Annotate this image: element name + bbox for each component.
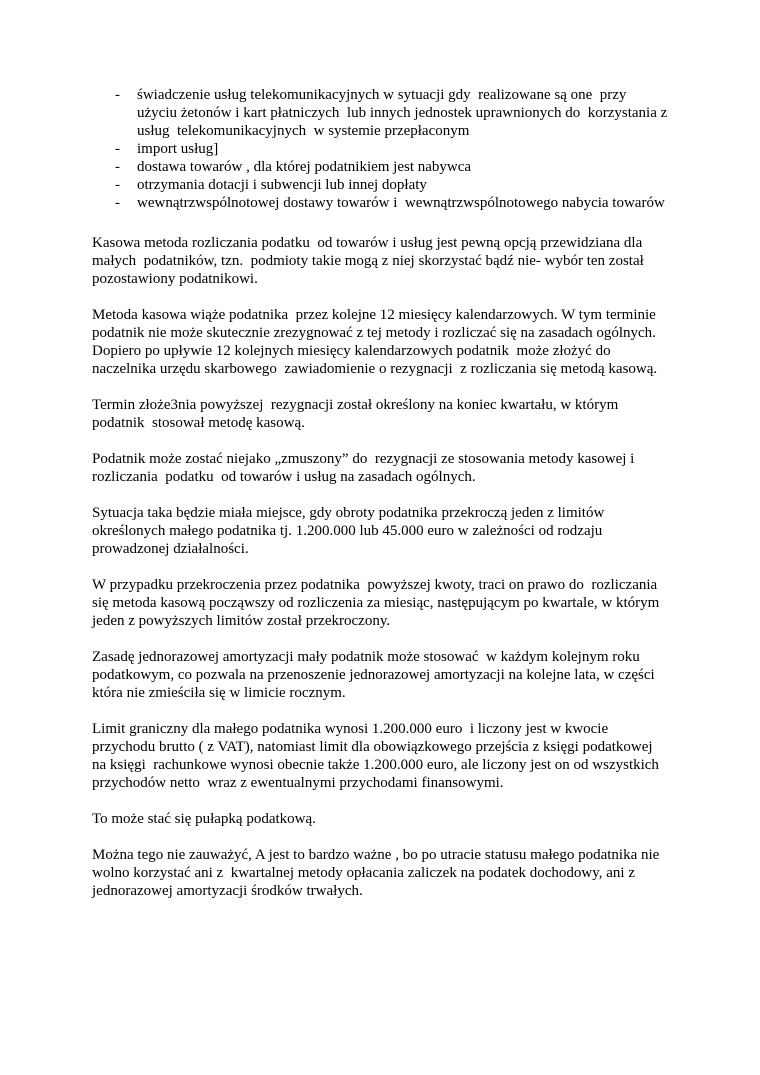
list-item: - otrzymania dotacji i subwencji lub innej dopłaty (137, 176, 670, 194)
paragraph: Kasowa metoda rozliczania podatku od towarów i usług jest pewną opcją przewidziana dla małych podatników, tzn. podmioty takie mogą z niej skorzystać bądź nie- wybór ten został pozostawiony podatnikowi. (92, 235, 648, 287)
paragraph: Termin złoże3nia powyższej rezygnacji został określony na koniec kwartału, w którym podatnik stosował metodę kasową. (92, 397, 623, 431)
paragraph: Podatnik może zostać niejako „zmuszony” do rezygnacji ze stosowania metody kasowej i rozliczania podatku od towarów i usług na zasadach ogólnych. (92, 451, 639, 485)
list-item: - wewnątrzwspólnotowej dostawy towarów i wewnątrzwspólnotowego nabycia towarów (137, 194, 670, 212)
paragraph: Sytuacja taka będzie miała miejsce, gdy obroty podatnika przekroczą jeden z limitów określonych małego podatnika tj. 1.200.000 lub 45.000 euro w zależności od rodzaju prowadzonej działalności. (92, 505, 609, 557)
paragraph: Limit graniczny dla małego podatnika wynosi 1.200.000 euro i liczony jest w kwocie przychodu brutto ( z VAT), natomiast limit dla obowiązkowego przejścia z księgi podatkowej na księgi rachunkowe wynosi obecnie także 1.200.000 euro, ale liczony jest on od wszystkich przychodów netto wraz z ewentualnymi przychodami finansowymi. (92, 721, 663, 791)
list-item: - świadczenie usług telekomunikacyjnych w sytuacji gdy realizowane są one przy użyciu żetonów i kart płatniczych lub innych jednostek uprawnionych do korzystania z usług telekomunikacyjnych w systemie przepłaconym (137, 86, 670, 140)
paragraph: Można tego nie zauważyć, A jest to bardzo ważne , bo po utracie statusu małego podatnika nie wolno korzystać ani z kwartalnej metody opłacania zaliczek na podatek dochodowy, ani z jednorazowej amortyzacji środków trwałych. (92, 847, 664, 899)
paragraph: Zasadę jednorazowej amortyzacji mały podatnik może stosować w każdym kolejnym roku podatkowym, co pozwala na przenoszenie jednorazowej amortyzacji na kolejne lata, w części która nie zmieściła się w limicie rocznym. (92, 649, 659, 701)
paragraph: To może stać się pułapką podatkową. (92, 811, 316, 827)
list-item: - import usług] (137, 140, 670, 158)
list-item: - dostawa towarów , dla której podatnikiem jest nabywca (137, 158, 670, 176)
document-content (92, 86, 670, 900)
paragraph: W przypadku przekroczenia przez podatnika powyższej kwoty, traci on prawo do rozliczania się metoda kasową począwszy od rozliczenia za miesiąc, następującym po kwartale, w którym jeden z powyższych limitów został przekroczony. (92, 577, 664, 629)
dash-bullet-list (92, 86, 670, 212)
paragraph: Metoda kasowa wiąże podatnika przez kolejne 12 miesięcy kalendarzowych. W tym terminie podatnik nie może skutecznie zrezygnować z tej metody i rozliczać się na zasadach ogólnych. Dopiero po upływie 12 kolejnych miesięcy kalendarzowych podatnik może złożyć do naczelnika urzędu skarbowego zawiadomienie o rezygnacji z rozliczania się metodą kasową. (92, 307, 660, 377)
